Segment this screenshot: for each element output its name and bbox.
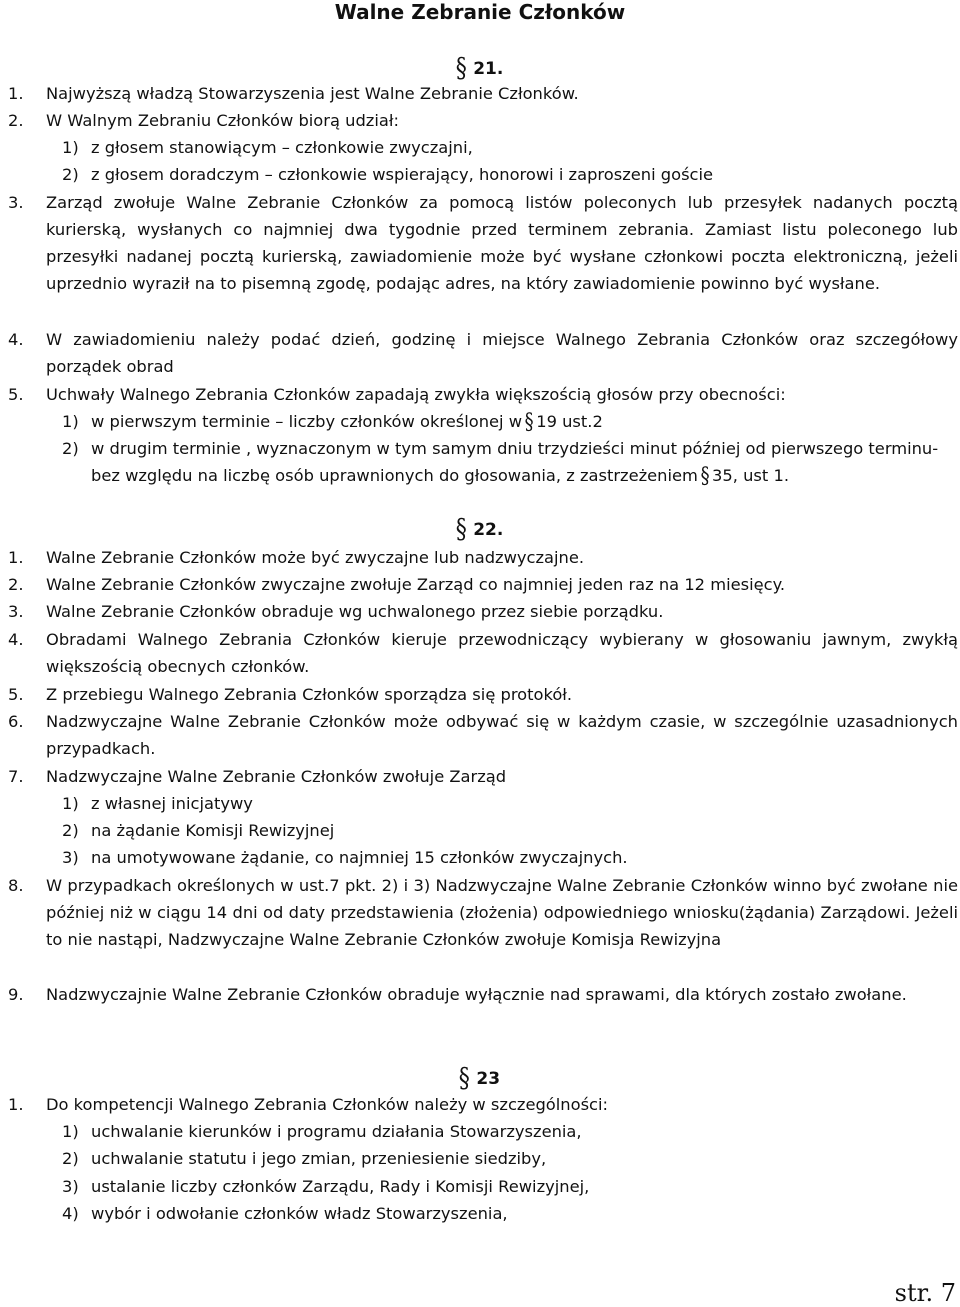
sub-item-number: 3): [62, 1177, 79, 1196]
sub-item-number: 2): [62, 165, 79, 184]
document-title: Walne Zebranie Członków: [334, 0, 626, 24]
sub-item: [62, 1118, 958, 1145]
sub-item-number: 2): [62, 1149, 79, 1168]
list-item: [8, 571, 958, 598]
item-number: 9.: [8, 985, 24, 1004]
section-reference: 19 ust.2: [536, 412, 603, 431]
item-text: Obradami Walnego Zebrania Członków kieruje przewodniczący wybierany w głosowaniu jawnym, zwykłą większością obecnych członków.: [46, 630, 958, 676]
sub-item-text: z głosem doradczym – członkowie wspierający, honorowi i zaproszeni goście: [91, 165, 714, 184]
list-item: [8, 763, 958, 790]
list-item: [8, 1091, 958, 1118]
item-text: W przypadkach określonych w ust.7 pkt. 2) i 3) Nadzwyczajne Walne Zebranie Członków winno być zwołane nie później niż w ciągu 14 dni od daty przedstawienia (złożenia) odpowiedniego wniosku(żądania) Zarządowi. Jeżeli to nie nastąpi, Nadzwyczajne Walne Zebranie Członków zwołuje Komisja Rewizyjna: [46, 876, 958, 949]
item-text: Najwyższą władzą Stowarzyszenia jest Walne Zebranie Członków.: [46, 84, 579, 103]
sub-item: [62, 408, 958, 435]
list-item: [8, 981, 958, 1008]
item-number: 5.: [8, 385, 24, 404]
sub-item: [62, 1200, 958, 1227]
item-number: 7.: [8, 767, 24, 786]
list-item: [8, 326, 958, 380]
section-sign-icon: §: [700, 462, 710, 489]
item-number: 4.: [8, 330, 24, 349]
section-label: 21.: [473, 59, 504, 79]
item-text: Walne Zebranie Członków obraduje wg uchwalonego przez siebie porządku.: [46, 602, 664, 621]
item-number: 5.: [8, 685, 24, 704]
item-text: Do kompetencji Walnego Zebrania Członków należy w szczególności:: [46, 1095, 609, 1114]
item-number: 6.: [8, 712, 24, 731]
sub-item-number: 2): [62, 821, 79, 840]
sub-item: [62, 790, 958, 817]
sub-item-number: 1): [62, 412, 79, 431]
section-sign-icon: §: [524, 408, 534, 435]
sub-item-text: ustalanie liczby członków Zarządu, Rady i Komisji Rewizyjnej,: [91, 1177, 590, 1196]
section-heading-21: [0, 53, 960, 85]
sub-item-text: z głosem stanowiącym – członkowie zwyczajni,: [91, 138, 473, 157]
item-text: Nadzwyczajne Walne Zebranie Członków zwołuje Zarząd: [46, 767, 507, 786]
sub-item-text: na żądanie Komisji Rewizyjnej: [91, 821, 335, 840]
list-item: [8, 872, 958, 953]
item-text: Walne Zebranie Członków zwyczajne zwołuje Zarząd co najmniej jeden raz na 12 miesięcy.: [46, 575, 786, 594]
sub-item: [62, 161, 958, 188]
item-text: W Walnym Zebraniu Członków biorą udział:: [46, 111, 399, 130]
sub-item-text: [91, 408, 958, 435]
item-text: Zarząd zwołuje Walne Zebranie Członków za pomocą listów poleconych lub przesyłek nadanych pocztą kurierską, wysłanych co najmniej dwa tygodnie przed terminem zebrania. Zamiast listu poleconego lub przesyłki nadanej pocztą kurierską, zawiadomienie może być wysłane członkowi poczta elektroniczną, jeżeli uprzednio wyraził na to pisemną zgodę, podając adres, na który zawiadomienie powinno być wysłane.: [46, 193, 958, 293]
section-sign-icon: §: [455, 53, 467, 85]
sub-item: [62, 844, 958, 871]
sub-item-number: 3): [62, 848, 79, 867]
item-number: 1.: [8, 84, 24, 103]
item-text: Nadzwyczajnie Walne Zebranie Członków obraduje wyłącznie nad sprawami, dla których zostało zwołane.: [46, 985, 907, 1004]
list-item: [8, 708, 958, 762]
sub-item-text: z własnej inicjatywy: [91, 794, 253, 813]
list-item: [8, 189, 958, 297]
sub-item-number: 1): [62, 138, 79, 157]
sub-item-number: 1): [62, 794, 79, 813]
sub-item-number: 1): [62, 1122, 79, 1141]
list-item: [8, 544, 958, 571]
item-number: 2.: [8, 111, 24, 130]
item-number: 3.: [8, 602, 24, 621]
list-item: [8, 681, 958, 708]
sub-item-text: uchwalanie kierunków i programu działania Stowarzyszenia,: [91, 1122, 582, 1141]
list-item: [8, 598, 958, 625]
sub-item: [62, 1173, 958, 1200]
sub-item-text-part: w drugim terminie , wyznaczonym w tym samym dniu trzydzieści minut później od pierwszego terminu- bez względu na liczbę osób uprawnionych do głosowania, z zastrzeżeniem: [91, 439, 939, 485]
item-number: 2.: [8, 575, 24, 594]
item-number: 1.: [8, 548, 24, 567]
list-item: [8, 381, 958, 408]
section-sign-icon: §: [458, 1063, 470, 1095]
sub-item-number: 2): [62, 439, 79, 458]
sub-item-text-part: w pierwszym terminie – liczby członków określonej w: [91, 412, 523, 431]
sub-item-number: 4): [62, 1204, 79, 1223]
item-text: Z przebiegu Walnego Zebrania Członków sporządza się protokół.: [46, 685, 573, 704]
item-number: 8.: [8, 876, 24, 895]
sub-item-text: [91, 435, 958, 489]
sub-item: [62, 134, 958, 161]
sub-item: [62, 817, 958, 844]
item-number: 1.: [8, 1095, 24, 1114]
section-heading-23: [0, 1063, 960, 1095]
list-item: [8, 107, 958, 134]
list-item: [8, 80, 958, 107]
item-text: Nadzwyczajne Walne Zebranie Członków może odbywać się w każdym czasie, w szczególnie uzasadnionych przypadkach.: [46, 712, 958, 758]
sub-item: [62, 1145, 958, 1172]
item-number: 4.: [8, 630, 24, 649]
item-text: W zawiadomieniu należy podać dzień, godzinę i miejsce Walnego Zebrania Członków oraz szczegółowy porządek obrad: [46, 330, 958, 376]
section-label: 22.: [473, 520, 504, 540]
sub-item-text: wybór i odwołanie członków władz Stowarzyszenia,: [91, 1204, 508, 1223]
sub-item-text: uchwalanie statutu i jego zmian, przeniesienie siedziby,: [91, 1149, 547, 1168]
item-number: 3.: [8, 193, 24, 212]
section-reference: 35, ust 1.: [712, 466, 789, 485]
sub-item-text: na umotywowane żądanie, co najmniej 15 członków zwyczajnych.: [91, 848, 628, 867]
item-text: Uchwały Walnego Zebrania Członków zapadają zwykła większością głosów przy obecności:: [46, 385, 786, 404]
page-number: str. 7: [894, 1279, 956, 1307]
section-heading-22: [0, 514, 960, 546]
section-sign-icon: §: [455, 514, 467, 546]
sub-item: [62, 435, 958, 489]
item-text: Walne Zebranie Członków może być zwyczajne lub nadzwyczajne.: [46, 548, 585, 567]
list-item: [8, 626, 958, 680]
section-label: 23: [476, 1069, 501, 1089]
